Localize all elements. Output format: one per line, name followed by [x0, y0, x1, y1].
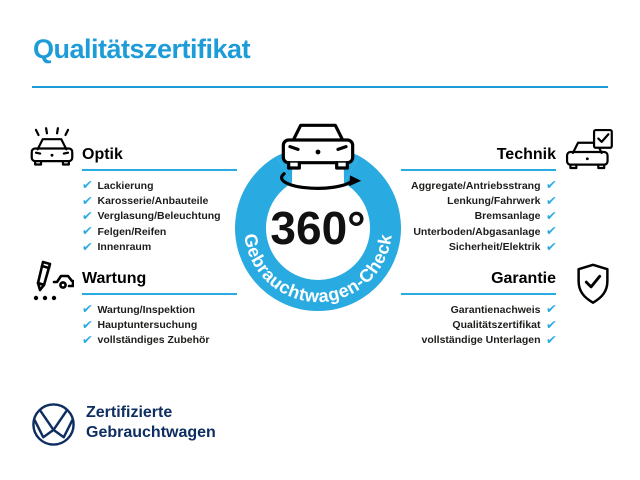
check-icon: ✔	[544, 239, 557, 254]
check-icon: ✔	[544, 224, 557, 239]
page-title: Qualitätszertifikat	[33, 34, 251, 64]
checklist-item-label: Verglasung/Beleuchtung	[97, 210, 221, 223]
checklist-item-label: Unterboden/Abgasanlage	[413, 225, 541, 238]
check-icon: ✔	[81, 317, 94, 332]
checklist-item-label: vollständige Unterlagen	[421, 334, 541, 347]
section-technik-label: Technik	[496, 146, 556, 163]
inspection-pencil-car-icon	[26, 258, 74, 306]
section-wartung-underline	[82, 293, 237, 295]
check-icon: ✔	[544, 178, 557, 193]
section-garantie-label: Garantie	[491, 270, 556, 287]
brand-line1: Zertifizierte	[86, 404, 173, 421]
check-icon: ✔	[544, 332, 557, 347]
ring-label: Gebrauchtwagen-Check	[240, 231, 396, 307]
section-wartung	[82, 270, 237, 295]
checklist-item-label: vollständiges Zubehör	[97, 334, 210, 347]
checklist-item-label: Hauptuntersuchung	[97, 318, 198, 331]
section-technik-underline	[401, 169, 556, 171]
check-icon: ✔	[81, 224, 94, 239]
checklist-item-label: Wartung/Inspektion	[97, 303, 196, 316]
checklist-item	[82, 302, 210, 317]
shield-check-icon	[570, 260, 616, 308]
car-rotation-icon	[275, 116, 361, 192]
checklist-item-label: Bremsanlage	[474, 210, 541, 223]
checklist-item	[82, 333, 210, 348]
car-headlights-icon	[25, 126, 79, 176]
checklist-item	[82, 193, 221, 208]
section-optik-underline	[82, 169, 237, 171]
car-checkbox-icon	[562, 126, 616, 178]
checklist-item-label: Sicherheit/Elektrik	[448, 240, 541, 253]
check-icon: ✔	[81, 302, 94, 317]
degree-label: 360°	[270, 202, 366, 254]
check-icon: ✔	[81, 332, 94, 347]
section-wartung-label: Wartung	[82, 270, 147, 287]
check-icon: ✔	[544, 302, 557, 317]
section-optik	[82, 146, 237, 171]
checklist-item-label: Lackierung	[97, 179, 154, 192]
checklist-item-label: Aggregate/Antriebsstrang	[410, 179, 541, 192]
checklist-item-label: Lenkung/Fahrwerk	[447, 194, 541, 207]
check-icon: ✔	[81, 178, 94, 193]
wartung-checklist	[82, 302, 210, 348]
check-icon: ✔	[81, 208, 94, 223]
check-icon: ✔	[81, 239, 94, 254]
checklist-item	[82, 317, 210, 332]
section-optik-label: Optik	[82, 146, 123, 163]
section-garantie	[401, 270, 556, 295]
check-icon: ✔	[544, 317, 557, 332]
section-technik	[401, 146, 556, 171]
section-garantie-underline	[401, 293, 556, 295]
checklist-item-label: Garantienachweis	[450, 303, 541, 316]
optik-checklist	[82, 178, 221, 254]
check-icon: ✔	[544, 208, 557, 223]
checklist-item-label: Felgen/Reifen	[97, 225, 167, 238]
checklist-item-label: Qualitätszertifikat	[452, 318, 541, 331]
checklist-item-label: Karosserie/Anbauteile	[97, 194, 209, 207]
checklist-item	[82, 178, 221, 193]
checklist-item	[82, 224, 221, 239]
check-icon: ✔	[544, 193, 557, 208]
checklist-item	[82, 209, 221, 224]
title-divider	[32, 86, 608, 88]
brand-line2: Gebrauchtwagen	[86, 423, 216, 441]
checklist-item-label: Innenraum	[97, 240, 152, 253]
checklist-item	[386, 333, 556, 348]
brand-wordmark	[86, 403, 216, 442]
vw-logo	[30, 401, 77, 448]
check-icon: ✔	[81, 193, 94, 208]
checklist-item	[82, 239, 221, 254]
